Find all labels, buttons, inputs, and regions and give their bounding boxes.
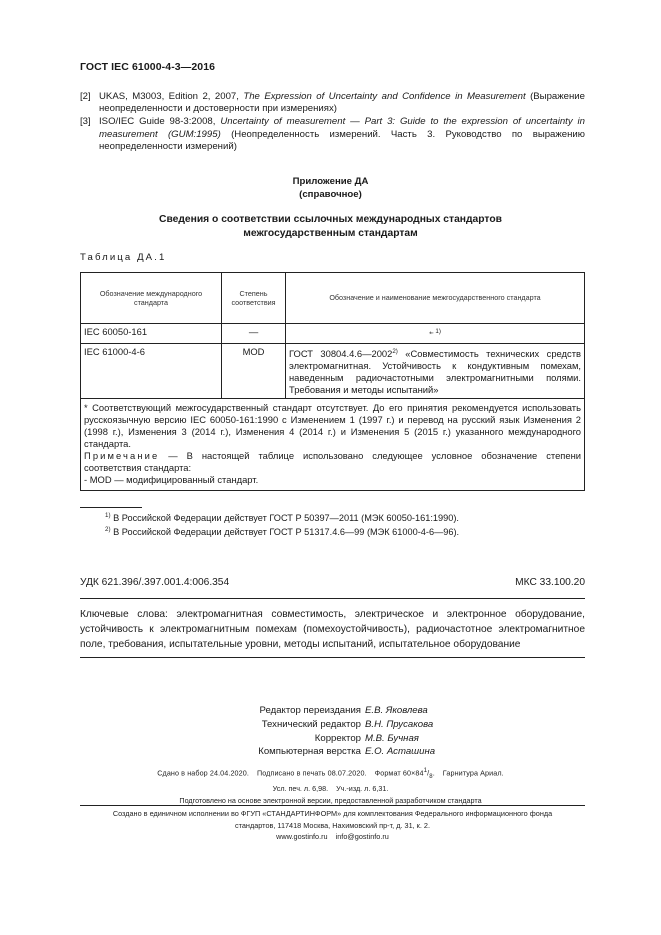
credits [0,704,661,759]
credit-row [0,704,661,718]
mks-code: МКС 33.100.20 [515,577,585,588]
cell-degree: MOD [222,343,286,398]
table-header-row [81,273,585,324]
credit-row [0,718,661,732]
footnote-item [105,524,459,538]
annex-heading [0,213,661,240]
page-header-standard-code: ГОСТ IEC 61000-4-3—2016 [80,61,216,73]
table-footnote [81,398,585,490]
header-degree: Степень соответствия [222,273,286,324]
printing-prepared: Подготовлено на основе электронной версии, предоставленной разработчиком стандарта [179,795,482,805]
note-label: Примечание [84,449,160,461]
annex-heading-line: Сведения о соответствии ссылочных международных стандартов [159,214,502,225]
bibliography-item [80,116,585,153]
format-end: . [432,768,435,778]
bibliography-text [99,116,585,153]
correspondence-table [80,272,585,491]
credit-role: Корректор [314,732,361,744]
format-numerator: 1 [423,767,428,774]
publisher-line: Создано в единичном исполнении во ФГУП «СТАНДАРТИНФОРМ» для комплектования Федерального информационного фонда [112,809,553,818]
table-row [81,324,585,344]
publisher-info [80,808,585,843]
bibliography-list [80,91,585,154]
credit-role: Компьютерная верстка [258,746,361,758]
star-mark: * [429,329,432,339]
cell-intl-standard: IEC 60050-161 [81,324,222,344]
bibliography-title: The Expression of Uncertainty and Confidence in Measurement [243,91,526,102]
credit-name: Е.В. Яковлева [365,705,428,716]
table-row [81,343,585,398]
cell-interstate-standard [286,324,585,344]
bibliography-source: UKAS, M3003, Edition 2, 2007, [99,91,244,102]
credit-row [0,745,661,759]
typeface: Гарнитура Ариал. [442,768,504,778]
bibliography-translation: (Неопределенность измерений. Часть 3. Руководство по выражению неопределенности измерений) [99,128,585,152]
interstate-code: ГОСТ 30804.4.6—2002 [289,347,393,359]
footnote-text: В Российской Федерации действует ГОСТ Р 51317.4.6—99 (МЭК 61000-4-6—96). [110,527,460,538]
printing-line: Сдано в набор 24.04.2020. Подписано в печать 08.07.2020. Формат $60\times 84^1/_8$. Гарнитура Ариал. [157,767,504,780]
printing-info [0,765,661,806]
bibliography-number: [2] [80,91,91,102]
bibliography-source: ISO/IEC Guide 98-3:2008, [99,116,221,128]
typeset-date: Сдано в набор 24.04.2020. [157,768,249,778]
signed-date: Подписано в печать 08.07.2020. [256,768,367,778]
divider [80,805,585,806]
printing-line [0,783,661,795]
footnote-mark: 1) [105,512,111,519]
note-item: - MOD — модифицированный стандарт. [84,473,259,485]
divider [80,657,585,658]
bibliography-text [99,91,585,115]
annex-heading-line: межгосударственным стандартам [243,227,418,239]
bibliography-item [80,91,585,115]
footnote-item [105,510,459,524]
table-caption: Таблица ДА.1 [80,252,167,263]
header-interstate-standard: Обозначение и наименование межгосударственного стандарта [286,273,585,324]
footnote-mark: 2) [105,526,111,534]
footnotes [105,510,459,539]
annex-subtitle: (справочное) [299,189,362,200]
credit-role: Технический редактор [261,718,361,730]
paper-format: Формат 60×84 [374,768,424,778]
annex-title: Приложение ДА [292,176,369,187]
cell-degree: — [222,324,286,344]
divider [80,598,585,599]
star-footnote: * Соответствующий межгосударственный стандарт отсутствует. До его принятия рекомендуется использовать русскоязычную версию IEC 60050-161:1990 с Изменением 1 (1997 г.) и перевод на русский язык Изменения 2 (1998 г.), Изменения 3 (2014 г.), Изменения 4 (2014 г.) и Изменения 5 (2015 г.) указанного международного стандарта. [84,401,581,449]
header-intl-standard: Обозначение международного стандарта [81,273,222,324]
note-text: — В настоящей таблице использовано следующее условное обозначение степени соответствия стандарта: [84,449,581,473]
interstate-title: «Совместимость технических средств электромагнитная. Устойчивость к кондуктивным помехам, наведенным радиочастотными электромагнитными полями. Требования и методы испытаний» [289,347,581,395]
website-link[interactable]: www.gostinfo.ru [276,832,328,841]
footnote-divider [80,507,142,508]
footnote-ref: 2) [392,347,398,355]
credit-row [0,732,661,746]
format-denominator: 8 [429,773,433,780]
table-footnote-row [81,398,585,490]
keywords: Ключевые слова: электромагнитная совместимость, электрическое и электронное оборудование, устойчивость к электромагнитным помехам (помехоустойчивость), радиочастотное электромагнитное поле, требования, испытательные уровни, методы испытаний, испытательное оборудование [80,609,585,650]
table-note [84,450,581,474]
bibliography-number: [3] [80,116,91,128]
credit-name: В.Н. Прусакова [365,718,434,730]
email-link[interactable]: info@gostinfo.ru [335,832,389,841]
credit-name: Е.О. Асташина [365,746,436,758]
publisher-line: стандартов, 117418 Москва, Нахимовский пр-т, д. 31, к. 2. [234,820,431,830]
publisher-contacts [80,831,585,843]
bibliography-translation: (Выражение неопределенности и достоверности при измерениях) [99,91,585,115]
credit-role: Редактор переиздания [259,705,361,716]
cell-intl-standard: IEC 61000-4-6 [81,343,222,398]
edition-sheets: Уч.-изд. л. 6,31. [336,784,389,794]
footnote-text: В Российской Федерации действует ГОСТ Р 50397—2011 (МЭК 60050-161:1990). [110,513,459,524]
footnote-ref: , 1) [431,328,441,335]
cell-interstate-standard [286,343,585,398]
print-sheets: Усл. печ. л. 6,98. [272,784,329,794]
bibliography-title: Uncertainty of measurement — Part 3: Guide to the expression of uncertainty in measurement (GUM:1995) [99,116,585,140]
udc-code: УДК 621.396/.397.001.4:006.354 [80,577,230,588]
credit-name: М.В. Бучная [365,732,419,744]
